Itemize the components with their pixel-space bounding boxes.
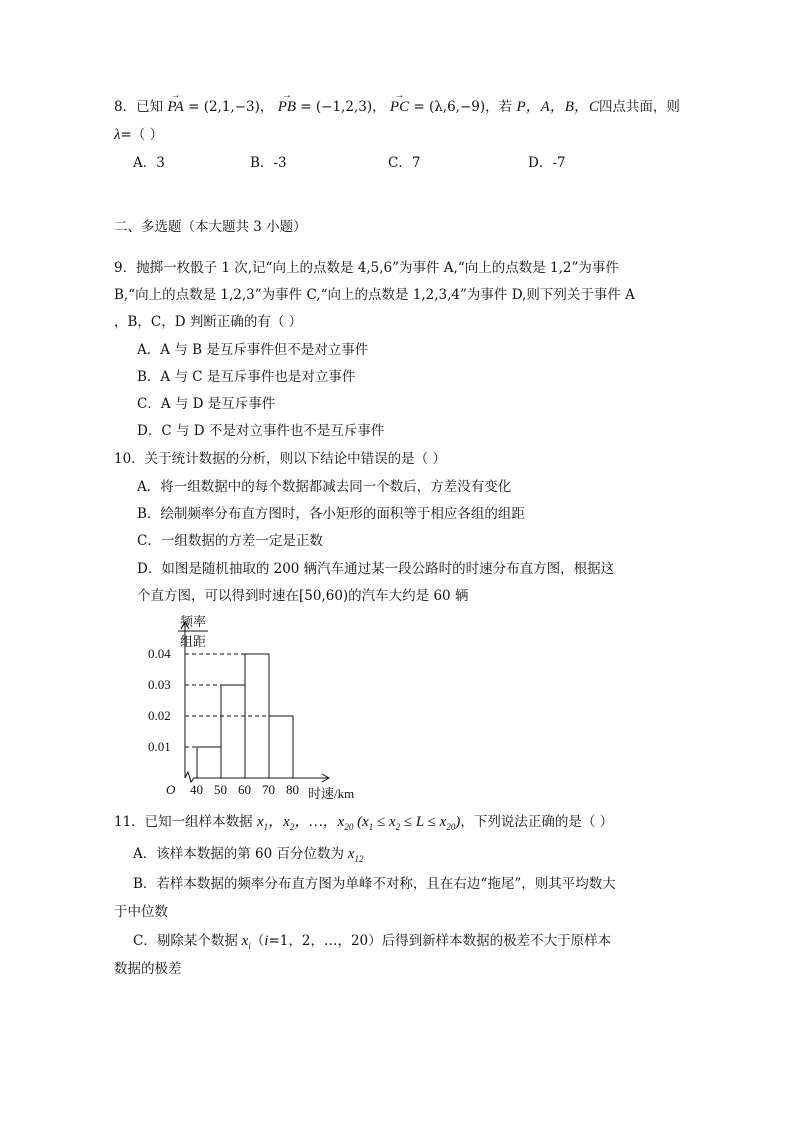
q10-option-a: A．将一组数据中的每个数据都减去同一个数后，方差没有变化 <box>137 479 512 495</box>
y-tick-label: 0.02 <box>148 708 171 723</box>
q11-option-c-text-c: =1，2，…，20）后得到新样本数据的极差不大于原样本 <box>268 933 612 949</box>
q9-option-a: A．A 与 B 是互斥事件但不是对立事件 <box>137 342 369 358</box>
q11-option-a-symbol: $x_{12}$ <box>344 846 364 864</box>
histogram-bar <box>197 747 221 778</box>
q8-option-d: D．-7 <box>528 155 566 171</box>
y-tick-label: 0.04 <box>148 646 171 661</box>
x-tick-label: 40 <box>190 782 203 797</box>
q9-option-d: D．C 与 D 不是对立事件也不是互斥事件 <box>137 423 385 439</box>
q11-option-b-line2: 于中位数 <box>114 904 168 920</box>
q11-option-c-line1 <box>133 932 611 955</box>
vector-pc: → PC <box>390 98 409 116</box>
vector-pa: → PA <box>167 98 183 116</box>
q8-ask: =（ ） <box>120 127 164 143</box>
vector-pa-value: = (2,1,−3) <box>183 99 260 115</box>
lambda-symbol: λ <box>114 127 121 143</box>
y-label-numerator: 频率 <box>180 614 207 629</box>
histogram-bar <box>221 685 245 778</box>
q10-option-d-line1: D．如图是随机抽取的 200 辆汽车通过某一段公路时的时速分布直方图，根据这 <box>137 561 615 577</box>
vector-pb-value: = (−1,2,3) <box>296 99 373 115</box>
section-title: 二、多选题（本大题共 3 小题） <box>114 219 307 235</box>
q8-number: 8．已知 <box>114 99 164 115</box>
x-tick-label: 80 <box>286 782 299 797</box>
q11-option-a <box>133 845 363 868</box>
y-tick-label: 0.01 <box>148 739 171 754</box>
q8-line2 <box>114 126 163 144</box>
y-label-denominator: 组距 <box>180 634 207 649</box>
q10-option-b: B．绘制频率分布直方图时，各小矩形的面积等于相应各组的组距 <box>137 506 525 522</box>
q9-line1: 9．抛掷一枚骰子 1 次,记“向上的点数是 4,5,6”为事件 A,“向上的点数是 1,2”为事件 <box>114 260 619 276</box>
q9-line3: ，B，C，D 判断正确的有（ ） <box>114 314 303 330</box>
y-tick-label: 0.03 <box>148 677 171 692</box>
q11-stem-b: ，下列说法正确的是（ ） <box>460 814 614 830</box>
vector-pb: → PB <box>278 98 296 116</box>
speed-histogram <box>148 612 360 802</box>
q8-sep-1: ， <box>259 99 274 115</box>
q8-line1 <box>114 98 680 116</box>
q11-option-c-text-a: C．剔除某个数据 <box>133 933 238 949</box>
q8-option-a: A．3 <box>133 155 165 171</box>
origin-label: O <box>166 782 176 797</box>
q8-option-c: C．7 <box>388 155 421 171</box>
q11-sample-data: $x_1$，$x_2$，…，$x_{20}$ $(x_1 \le x_2 \le L \le x_{20})$ <box>256 814 461 832</box>
q9-option-b: B．A 与 C 是互斥事件也是对立事件 <box>137 369 356 385</box>
q8-sep-2: ， <box>372 99 386 115</box>
vector-pc-value: = (λ,6,−9) <box>409 99 486 115</box>
q10-stem: 10．关于统计数据的分析，则以下结论中错误的是（ ） <box>114 451 446 467</box>
x-tick-label: 50 <box>214 782 227 797</box>
q11-stem <box>114 813 613 836</box>
q9-option-c: C．A 与 D 是互斥事件 <box>137 396 276 412</box>
q11-option-a-text: A．该样本数据的第 60 百分位数为 <box>133 846 345 862</box>
x-tick-label: 60 <box>238 782 251 797</box>
x-axis-label: 时速/km <box>308 786 355 801</box>
q10-option-d-line2: 个直方图，可以得到时速在[50,60)的汽车大约是 60 辆 <box>137 588 469 604</box>
q11-option-c-line2: 数据的极差 <box>114 961 182 977</box>
q8-condition: 四点共面，则 <box>598 99 680 115</box>
q8-option-b: B．-3 <box>250 155 287 171</box>
q11-option-c-xi: $x_i$ <box>237 933 251 951</box>
q8-points: P，A，B，C <box>516 99 599 115</box>
q11-stem-a: 11．已知一组样本数据 <box>114 814 253 830</box>
q11-option-c-paren: （ <box>250 933 265 949</box>
q9-line2: B,“向上的点数是 1,2,3”为事件 C,“向上的点数是 1,2,3,4”为事件 D,则下列关于事件 A <box>114 287 635 303</box>
x-tick-label: 70 <box>262 782 275 797</box>
q11-option-c-i: i <box>264 933 269 949</box>
histogram-bar <box>269 716 293 778</box>
q11-option-b-line1: B．若样本数据的频率分布直方图为单峰不对称，且在右边“拖尾”，则其平均数大 <box>133 876 616 892</box>
q10-option-c: C．一组数据的方差一定是正数 <box>137 533 323 549</box>
q8-sep-3: ，若 <box>485 99 513 115</box>
